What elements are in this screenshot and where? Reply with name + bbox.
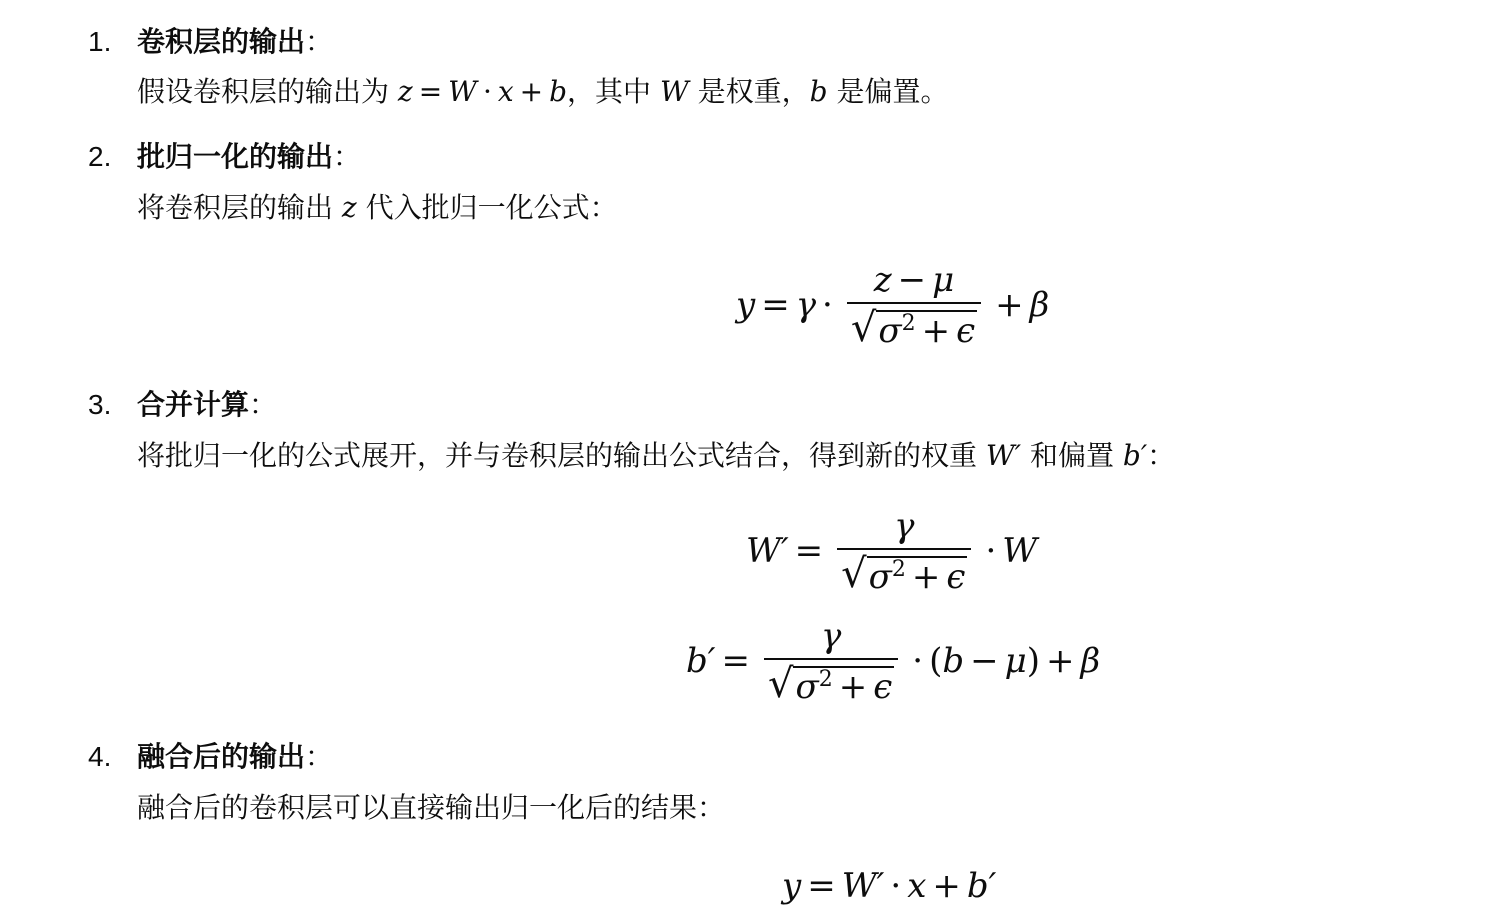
step-2-heading [137, 137, 361, 177]
step-1-number: 1. [88, 26, 112, 57]
step-1-heading-text: 卷积层的输出 [137, 25, 306, 58]
step-1-text-2: ，其中 [567, 75, 652, 108]
step-3-heading [137, 385, 277, 425]
step-4-text-1: 融合后的卷积层可以直接输出归一化后的结果： [137, 791, 726, 824]
step-3-text-1: 将批归一化的公式展开，并与卷积层的输出公式结合，得到新的权重 [137, 439, 978, 472]
step-4-heading-colon: ： [305, 740, 334, 773]
conv-output-formula: z = W · x + b [397, 75, 568, 108]
step-2-text-1: 将卷积层的输出 [137, 191, 334, 224]
step-1-heading-colon: ： [305, 25, 334, 58]
step-3-text-3: ： [1147, 439, 1176, 472]
new-weight-symbol: W′ [985, 439, 1022, 472]
new-bias-symbol: b′ [1122, 439, 1148, 472]
step-3-paragraph [137, 436, 1175, 476]
batchnorm-equation: y = γ · z − μ √ $\sigma^2 + \epsilon$ + β [736, 260, 1050, 351]
step-4-heading-text: 融合后的输出 [137, 740, 306, 773]
z-symbol: z [341, 191, 357, 224]
step-2-number: 2. [88, 141, 112, 172]
step-3-number: 3. [88, 389, 112, 420]
step-4-paragraph [137, 788, 725, 828]
step-4-number: 4. [88, 741, 112, 772]
step-3-text-2: 和偏置 [1029, 439, 1114, 472]
step-1-paragraph [137, 72, 949, 112]
fused-output-equation: y = W′ · x + b′ [782, 866, 997, 906]
step-2-text-2: 代入批归一化公式： [365, 191, 618, 224]
step-2-paragraph [137, 188, 618, 228]
step-1-text-4: 是偏置。 [836, 75, 949, 108]
step-3-heading-colon: ： [249, 388, 278, 421]
step-2-heading-colon: ： [333, 140, 362, 173]
weight-symbol: W [659, 75, 689, 108]
step-3-heading-text: 合并计算 [137, 388, 250, 421]
fused-bias-equation: b′ = γ √ $\sigma^2 + \epsilon$ · ( b − μ ) + β [686, 616, 1101, 707]
fused-weight-equation: W′ = γ √ $\sigma^2 + \epsilon$ · W [746, 506, 1038, 597]
step-4-heading [137, 737, 333, 777]
bias-symbol: b [809, 75, 828, 108]
step-1-text-1: 假设卷积层的输出为 [137, 75, 390, 108]
step-2-heading-text: 批归一化的输出 [137, 140, 334, 173]
step-1-heading [137, 22, 333, 62]
step-1-text-3: 是权重， [697, 75, 810, 108]
